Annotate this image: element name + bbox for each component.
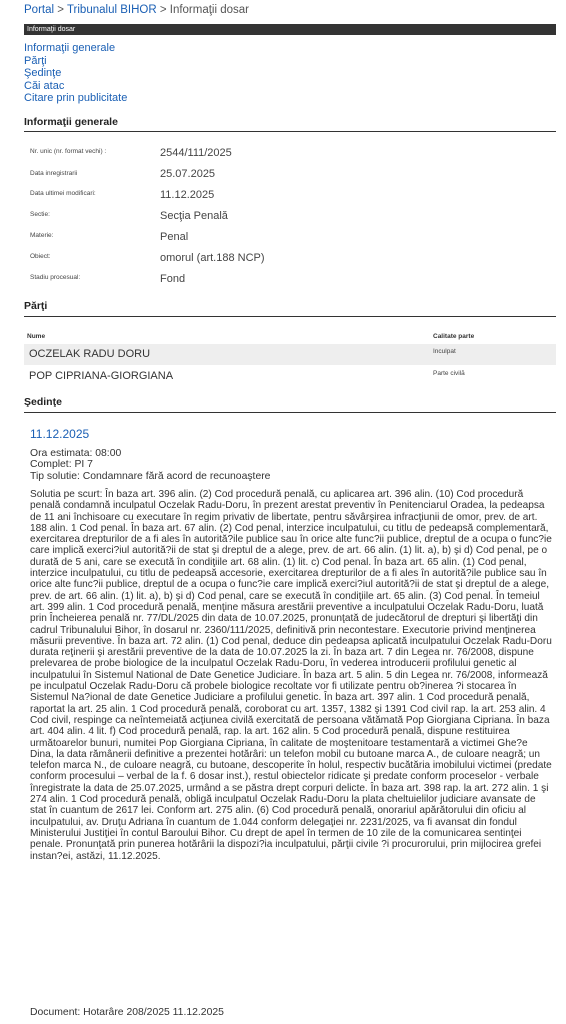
hearing-panel: Complet: PI 7 (30, 459, 93, 471)
party-role: Inculpat (433, 348, 456, 355)
divider (24, 412, 556, 413)
divider (24, 131, 556, 132)
toc-link-sedinte[interactable]: Şedinţe (24, 67, 62, 79)
field-value-materie: Penal (160, 231, 189, 243)
toc-link-citare-prin-publicitate[interactable]: Citare prin publicitate (24, 92, 128, 104)
breadcrumb-portal-link[interactable]: Portal (24, 4, 55, 16)
party-name: OCZELAK RADU DORU (29, 348, 151, 360)
field-label: Sectie: (30, 211, 50, 218)
field-label: Obiect: (30, 253, 51, 260)
breadcrumb (24, 4, 249, 16)
breadcrumb-separator: > (156, 4, 170, 16)
section-title-sedinte: Şedinţe (24, 396, 62, 408)
hearing-info (30, 448, 550, 482)
parties-table-header (24, 330, 556, 344)
table-row (24, 366, 556, 387)
party-role: Parte civilă (433, 370, 465, 377)
field-label: Nr. unic (nr. format vechi) : (30, 148, 107, 155)
toc-link-parti[interactable]: Părţi (24, 54, 47, 67)
toc-link-cai-atac[interactable]: Căi atac (24, 79, 65, 92)
hearing-document: Document: Hotarâre 208/2025 11.12.2025 (30, 1007, 224, 1018)
table-row (24, 344, 556, 365)
field-value-data-inregistrarii: 25.07.2025 (160, 168, 216, 180)
section-header-bar: Informaţii dosar (24, 24, 556, 35)
solution-type: Tip solutie: Condamnare fără acord de recunoaştere (30, 470, 271, 482)
divider (24, 316, 556, 317)
hearing-time: Ora estimata: 08:00 (30, 448, 122, 459)
party-name: POP CIPRIANA-GIORGIANA (29, 370, 174, 382)
field-value-stadiu-procesual: Fond (160, 273, 186, 285)
breadcrumb-tribunal-link[interactable]: Tribunalul BIHOR (66, 4, 157, 16)
solution-summary: Solutia pe scurt: În baza art. 396 alin. (2) Cod procedură penală, cu aplicarea art. 396 alin. (10) Cod procedură penală condamnă inculpatul Oczelak Radu-Doru, în prezent arestat preventiv în Penitenciarul Oradea, la pedeapsa de 11 ani închisoare cu executare în regim privativ de libertate, pentru săvârşirea infracţiunii de omor, prev. de art. 188 alin. 1 Cod penal. În baza art. 67 alin. (2) Cod penal, interzice inculpatului, cu titlu de pedeapsă complementară, exercitarea drepturilor de a fi ales în autorită?ile publice sau în orice alte func?ii publice, dreptul de a ocupa o func?ie care implică exerci?iul autorită?ii de stat şi dreptul de a alege, prev. de art. 66 alin. (1) lit. a), b) şi d) Cod penal, pe o durată de 5 ani, care se execută în condiţiile art. 68 alin. (1) lit. c) Cod penal. În baza art. 65 alin. (1) Cod penal, interzice inculpatului, cu titlu de pedeapsă accesorie, exercitarea drepturilor de a fi ales în autorită?ile publice sau în orice alte func?ii publice, dreptul de a ocupa o func?ie care implică exerci?iul autorită?ii de stat şi dreptul de a alege, prev. de art. 66 alin. (1) lit. a), b) şi d) Cod penal, care se execută în condiţiile art. 65 alin. (3) Cod penal. În temeiul art. 399 alin. 1 Cod procedură penală, menţine măsura arestării preventive a inculpatului Oczelak Radu-Doru, luată prin Încheierea penală nr. 77/DL/2025 din data de 10.07.2025, pronunţată de judecătorul de drepturi şi libertăţi din cadrul Tribunalului Bihor, în dosarul nr. 2360/111/2025, definitivă prin necontestare. Executorie privind menţinerea măsurii preventive. În baza art. 72 alin. (1) Cod penal, deduce din pedeapsa aplicată inculpatului Oczelak Radu-Doru durata reţinerii şi arestării preventive de la data de 10.07.2025 la zi. În baza art. 7 din Legea nr. 76/2008, dispune prelevarea de probe biologice de la inculpatul Oczelak Radu-Doru, în vederea introducerii profilului genetic al inculpatului în Sistemul National de Date Genetice Judiciare. În baza art. 5 alin. 5 din Legea nr. 76/2008, informează pe inculpatul Oczelak Radu-Doru că probele biologice recoltate vor fi utilizate pentru ob?inerea ?i stocarea în Sistemul Na?ional de date Genetice Judiciare a profilului genetic. În baza art. 397 alin. 1 Cod procedură penală, raportat la art. 25 alin. 1 Cod procedură penală, coroborat cu art. 1357, 1382 şi 1391 Cod civil rap. la art. 253 alin. 4 Cod civil, respinge ca neîntemeiată acţiunea civilă exercitată de persoana vătămată Pop Giorgiana Cipriana. În baza art. 404 alin. 4 lit. f) Cod procedură penală, rap. la art. 162 alin. 5 Cod procedură penală, dispune restituirea următoarelor bunuri, numitei Pop Giorgiana Cipriana, în calitate de moştenitoare testamentară a victimei Ghe?e Dina, la data rămânerii definitive a prezentei hotărâri: un telefon mobil cu butoane marca A., de culoare neagră; un telefon marca N., de culoare neagră, cu butoane, descoperite în holul, respectiv bucătăria imobilului victimei (predate conform procesului – verbal de la f. 6 dosar inst.), restul obiectelor ridicate şi predate conform proceselor - verbale înregistrate la data de 25.07.2025, urmând a se păstra drept corpuri delicte. În baza art. 398 rap. la art. 272 alin. 1 şi 274 alin. 1 Cod procedură penală, obligă inculpatul Oczelak Radu-Doru la plata cheltuielilor judiciare avansate de stat în cuantum de 2617 lei. Conform art. 275 alin. (6) Cod procedură penală, onorariul apărătorului din oficiu al inculpatului, av. Druţu Adriana în cuantum de 1.044 conform delegaţiei nr. 2231/2025, va fi avansat din fondul Ministerului Justiţiei în contul Baroului Bihor. Cu drept de apel în termen de 10 zile de la comunicarea sentinţei penale. Pronunţată prin punerea hotărârii la dispozi?ia inculpatului, părţii civile ?i procurorului, prin mijlocirea grefei instan?ei, astăzi, 11.12.2025. (30, 489, 552, 862)
field-value-sectie: Secţia Penală (160, 210, 228, 222)
breadcrumb-separator: > (54, 4, 67, 16)
toc-link-informatii-generale[interactable]: Informaţii generale (24, 42, 116, 54)
column-header-calitate: Calitate parte (433, 333, 475, 340)
column-header-nume: Nume (27, 333, 46, 340)
field-value-obiect: omorul (art.188 NCP) (160, 252, 265, 264)
table-of-contents (24, 42, 127, 105)
field-label: Data inregistrarii (30, 170, 78, 177)
field-value-data-ultimei-modificari: 11.12.2025 (160, 189, 215, 201)
section-title-general: Informaţii generale (24, 116, 118, 128)
field-label: Stadiu procesual: (30, 274, 81, 281)
field-value-nr-unic: 2544/111/2025 (160, 147, 232, 159)
breadcrumb-current: Informaţii dosar (169, 4, 250, 16)
field-label: Data ultimei modificari: (30, 190, 96, 197)
field-label: Materie: (30, 232, 54, 239)
section-title-parti: Părţi (24, 300, 48, 312)
hearing-date: 11.12.2025 (30, 427, 90, 441)
